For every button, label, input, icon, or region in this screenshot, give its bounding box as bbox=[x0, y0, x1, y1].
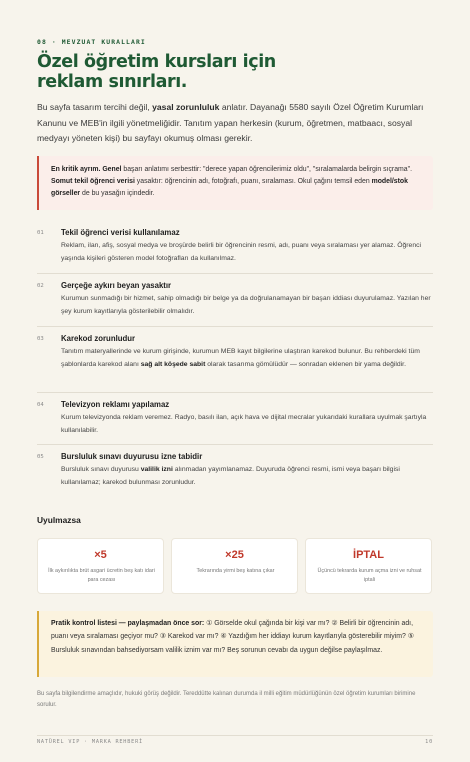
penalty-value: ×5 bbox=[94, 549, 107, 561]
page-footer bbox=[37, 735, 433, 745]
penalty-value: ×25 bbox=[225, 549, 244, 561]
penalty-card bbox=[305, 538, 432, 594]
rule-item bbox=[37, 393, 433, 445]
rule-item bbox=[37, 327, 433, 393]
rule-number: 01 bbox=[37, 230, 44, 236]
warn-bold-3: model/stok görseller bbox=[51, 178, 408, 198]
warn-text-3: de bu yasağın içindedir. bbox=[80, 190, 155, 198]
rule-title: Bursluluk sınavı duyurusu izne tabidir bbox=[61, 452, 203, 461]
intro-text-1: Bu sayfa tasarım tercihi değil, bbox=[37, 102, 153, 112]
rule-body bbox=[61, 464, 433, 489]
rule-body-text: Tanıtım materyallerinde ve kurum girişinde, kurumun MEB kayıt bilgilerine ulaştıran karekod bulunur. Bu rehberdeki tüm şablonlarda karekod alanı bbox=[61, 348, 420, 368]
rule-body-emphasis: sağ alt köşede sabit bbox=[140, 360, 206, 368]
checklist-text: ① Görselde okul çağında bir kişi var mı? ② Belirli bir öğrencinin adı, puanı veya sıralaması geçiyor mu? ③ Karekod var mı? ④ Yazdığım her iddiayı kurum kayıtlarıyla gösterebilir miyim? ⑤ Bursluluk sınavından bahsediyorsam valilik iznim var mı? Beş sorunun cevabı da uygun değilse paylaşılmaz. bbox=[51, 620, 414, 654]
rule-body-emphasis: valilik izni bbox=[140, 466, 173, 473]
rule-item bbox=[37, 445, 433, 497]
rule-number: 05 bbox=[37, 454, 44, 460]
penalty-description: Üçüncü tekrarda kurum açma izni ve ruhsat iptali bbox=[317, 568, 422, 583]
warn-text-2: yasaktır: öğrencinin adı, fotoğrafı, puanı, sıralaması. Okul çağını temsil eden bbox=[134, 178, 372, 186]
disclaimer: Bu sayfa bilgilendirme amaçlıdır, hukuki görüş değildir. Tereddütte kalınan durumda il milli eğitim müdürlüğünün özel öğretim kurumları birimine sorulur. bbox=[37, 691, 416, 708]
page-number: 10 bbox=[425, 739, 433, 745]
rule-item bbox=[37, 221, 433, 274]
critical-distinction-callout bbox=[37, 156, 433, 210]
penalty-value: İPTAL bbox=[353, 549, 384, 561]
checklist-callout bbox=[37, 611, 433, 677]
section-eyebrow: 08 · MEVZUAT KURALLARI bbox=[37, 38, 146, 46]
rule-body-text: olarak tasarıma gömülüdür — sonradan eklenen bir yama değildir. bbox=[205, 360, 406, 368]
footer-brand: NATÜREL VIP · MARKA REHBERİ bbox=[37, 739, 143, 745]
penalty-card bbox=[171, 538, 298, 594]
rule-body: Kurum televizyonda reklam veremez. Radyo, basılı ilan, açık hava ve dijital mecralar yukarıdaki kurallara uyulmak şartıyla kullanılabilir. bbox=[61, 414, 427, 434]
page-title: Özel öğretim kursları için reklam sınırları. bbox=[37, 52, 276, 92]
rule-item bbox=[37, 274, 433, 327]
rule-title: Karekod zorunludur bbox=[61, 334, 136, 343]
rule-body-text: alınmadan yayımlanamaz. Duyuruda öğrenci resmi, ismi veya başarı bilgisi kullanılamaz; karekod bulunması zorunludur. bbox=[61, 466, 400, 486]
rules-list bbox=[37, 221, 433, 497]
warn-bold-1: En kritik ayrım. Genel bbox=[51, 166, 122, 173]
rule-title: Televizyon reklamı yapılamaz bbox=[61, 400, 170, 409]
intro-paragraph bbox=[37, 100, 433, 147]
rule-title: Gerçeğe aykırı beyan yasaktır bbox=[61, 281, 172, 290]
warn-text-1: başarı anlatımı serbesttir: "derece yapan öğrencilerimiz oldu", "sıralamalarda belirgin sıçrama". bbox=[121, 166, 412, 173]
intro-text-2: anlatır. Dayanağı 5580 sayılı Özel Öğretim Kurumları Kanunu ve MEB'in ilgili yönetmeliğidir. Tanıtım yapan herkesin (kurum, öğretmen, matbaacı, sosyal medyayı yöneten kişi) bu sayfayı okumuş olması gerekir. bbox=[37, 102, 424, 143]
rule-body: Kurumun sunmadığı bir hizmet, sahip olmadığı bir belge ya da doğrulanamayan bir başarı iddiası duyurulamaz. Yazılan her şey kurum kayıtlarıyla gösterilebilir olmalıdır. bbox=[61, 295, 431, 315]
penalty-card bbox=[37, 538, 164, 594]
penalties-row bbox=[37, 538, 433, 594]
warn-bold-2: Somut tekil öğrenci verisi bbox=[51, 178, 135, 186]
rule-number: 04 bbox=[37, 402, 44, 408]
penalties-heading: Uyulmazsa bbox=[37, 515, 81, 525]
rule-title: Tekil öğrenci verisi kullanılamaz bbox=[61, 228, 180, 237]
rule-number: 02 bbox=[37, 283, 44, 289]
penalty-description: Tekrarında yirmi beş katına çıkar bbox=[196, 568, 275, 574]
rule-body: Reklam, ilan, afiş, sosyal medya ve broşürde belirli bir öğrencinin resmi, adı, puanı veya sıralaması yer alamaz. Öğrenci yaşında kişileri gösteren model fotoğrafları da kullanılmaz. bbox=[61, 242, 422, 262]
rule-body bbox=[61, 346, 433, 371]
penalty-description: İlk aykırılıkta brüt asgari ücretin beş katı idari para cezası bbox=[48, 568, 155, 583]
rule-body-text: Bursluluk sınavı duyurusu bbox=[61, 466, 141, 473]
checklist-lead: Pratik kontrol listesi — paylaşmadan önce sor: bbox=[51, 620, 205, 627]
intro-emphasis: yasal zorunluluk bbox=[152, 102, 220, 112]
rule-number: 03 bbox=[37, 336, 44, 342]
